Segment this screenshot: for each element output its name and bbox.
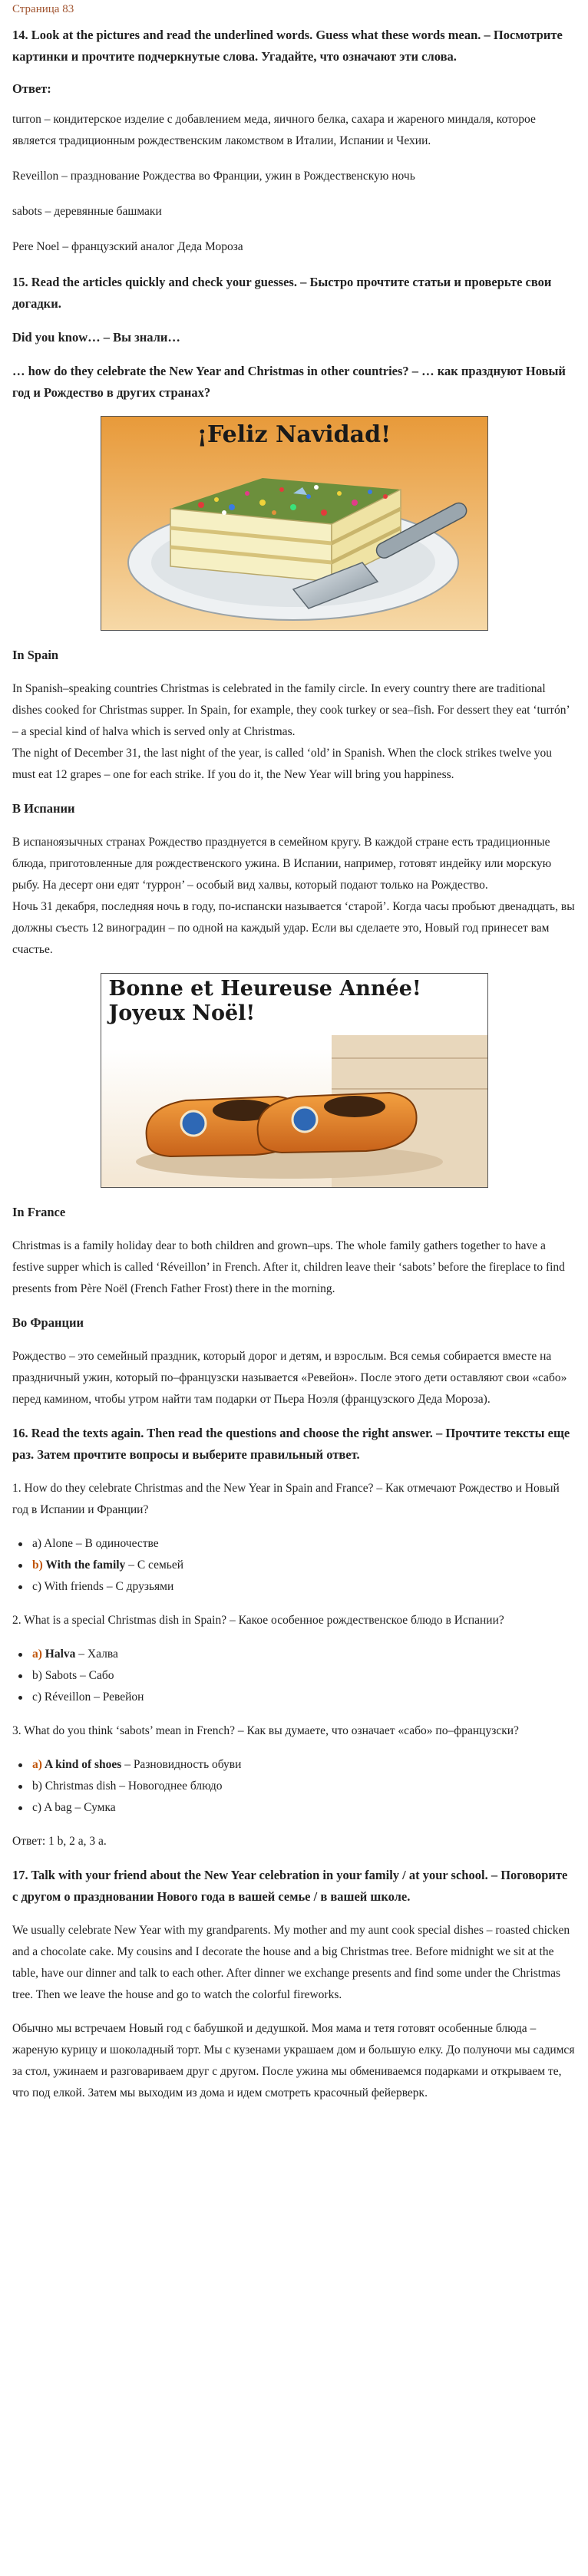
question-1: 1. How do they celebrate Christmas and the New Year in Spain and France? – Как отмечают Рождество и Новый год в Испании и Франции? (12, 1482, 560, 1516)
task-17-ru-text: Обычно мы встречаем Новый год с бабушкой и дедушкой. Моя мама и тетя готовят особенные блюда – жареную курицу и шоколадный торт. Мы с кузенами украшаем дом и большую елку. До полуночи мы садимся за стол, ужинаем и разговариваем друг с другом. После ужина мы обмениваемся подарками и открываем те, что под елкой. Затем мы выходим из дома и идем смотреть красочный фейерверк. (12, 2022, 575, 2099)
spain-heading: In Spain (12, 648, 59, 662)
option (32, 1665, 576, 1687)
option-letter: c) (32, 1801, 42, 1814)
option-translation: – В одиночестве (72, 1537, 159, 1550)
right-sabot-opening (324, 1096, 385, 1117)
option-translation: – Халва (75, 1648, 118, 1661)
image-france-wrapper (12, 973, 576, 1188)
spain-ru-text (12, 832, 576, 961)
option-correct (32, 1644, 576, 1665)
image-title-feliz-navidad: ¡Feliz Navidad! (197, 421, 391, 448)
page-link[interactable]: Страница 83 (12, 3, 74, 15)
task-17-heading: 17. Talk with your friend about the New Year celebration in your family / at your school. – Поговорите с другом о праздновании Нового года в вашей семье / в вашей школе. (12, 1868, 568, 1904)
option-translation: – С друзьями (103, 1580, 174, 1593)
option-translation: – Новогоднее блюдо (116, 1779, 223, 1793)
question-3: 3. What do you think ‘sabots’ mean in French? – Как вы думаете, что означает «сабо» по–французски? (12, 1724, 519, 1737)
option (32, 1797, 576, 1819)
task-15-question: … how do they celebrate the New Year and Christmas in other countries? – … как празднуют Новый год и Рождество в других странах? (12, 364, 566, 400)
option-correct (32, 1754, 576, 1776)
spain-ru-heading: В Испании (12, 801, 75, 816)
option-letter: c) (32, 1690, 42, 1704)
spain-ru-paragraph-2: Ночь 31 декабря, последняя ночь в году, по-испански называется ‘старой’. Когда часы пробьют двенадцать, вы должны съесть 12 виноградин – по одной на каждый удар. Если вы сделаете это, Новый год принесет вам счастье. (12, 900, 575, 956)
question-1-options (12, 1533, 576, 1598)
option-text: With friends (44, 1580, 104, 1593)
spain-en-text (12, 678, 576, 786)
france-ru-text: Рождество – это семейный праздник, который дорог и детям, и взрослым. Вся семья собирается вместе на праздничный ужин, который по–французски называется «Ревейон». После этого дети оставляют свои «сабо» перед камином, чтобы утром найти там подарки от Пьера Ноэля (французского Деда Мороза). (12, 1350, 567, 1406)
question-2: 2. What is a special Christmas dish in Spain? – Какое особенное рождественское блюдо в Испании? (12, 1614, 504, 1627)
option (32, 1533, 576, 1555)
task-17-en-text: We usually celebrate New Year with my grandparents. My mother and my aunt cook special dishes – roasted chicken and a chocolate cake. My cousins and I decorate the house and a big Christmas tree. Before midnight we sit at the table, have our dinner and talk to each other. After dinner we exchange presents and find some under the Christmas tree. Then we leave the house and go to watch the colorful fireworks. (12, 1924, 570, 2001)
option-translation: – С семьей (125, 1558, 184, 1572)
option (32, 1576, 576, 1598)
did-you-know: Did you know… – Вы знали… (12, 330, 180, 345)
gloss-reveillon: Reveillon – празднование Рождества во Франции, ужин в Рождественскую ночь (12, 170, 415, 183)
option-letter: a) (32, 1537, 42, 1550)
option-text: Alone (44, 1537, 73, 1550)
image-spain-wrapper (12, 416, 576, 631)
option-text: Sabots (45, 1669, 78, 1682)
option-letter: b) (32, 1669, 42, 1682)
option-text: Réveillon (44, 1690, 91, 1704)
option (32, 1776, 576, 1797)
spain-ru-paragraph-1: В испаноязычных странах Рождество празднуется в семейном кругу. В каждой стране есть традиционные блюда, приготовленные для рождественского ужина. В Испании, например, готовят индейку или морскую рыбу. На десерт они едят ‘туррон’ – особый вид халвы, который подают только на Рождество. (12, 836, 552, 892)
option-letter: b) (32, 1558, 43, 1572)
option-text: Halva (45, 1648, 76, 1661)
option-text: Christmas dish (45, 1779, 117, 1793)
option-translation: – Разновидность обуви (121, 1758, 242, 1771)
answer-label: Ответ: (12, 81, 51, 96)
option-translation: – Сабо (77, 1669, 114, 1682)
question-3-options (12, 1754, 576, 1819)
option-letter: c) (32, 1580, 42, 1593)
task-16-answer: Ответ: 1 b, 2 a, 3 a. (12, 1835, 107, 1848)
left-sabot-ornament (181, 1111, 206, 1136)
gloss-turron: turron – кондитерское изделие с добавлением меда, яичного белка, сахара и жареного миндаля, которое является традиционным рождественским лакомством в Италии, Испании и Чехии. (12, 113, 536, 147)
gloss-pere-noel: Pere Noel – французский аналог Деда Мороза (12, 240, 243, 253)
image-title-bonne-annee: Bonne et Heureuse Année! (108, 977, 421, 1001)
question-2-options (12, 1644, 576, 1708)
france-ru-heading: Во Франции (12, 1315, 84, 1330)
right-sabot-ornament (292, 1107, 317, 1132)
spain-en-paragraph-2: The night of December 31, the last night of the year, is called ‘old’ in Spanish. When the clock strikes twelve you must eat 12 grapes – one for each strike. If you do it, the New Year will bring you happiness. (12, 747, 553, 781)
option (32, 1687, 576, 1708)
task-16-heading: 16. Read the texts again. Then read the questions and choose the right answer. – Прочтите тексты еще раз. Затем прочтите вопросы и выберите правильный ответ. (12, 1426, 570, 1462)
option-translation: – Ревейон (91, 1690, 144, 1704)
image-france-sabots (101, 973, 488, 1188)
option-translation: – Сумка (71, 1801, 116, 1814)
option-letter: b) (32, 1779, 42, 1793)
spain-en-paragraph-1: In Spanish–speaking countries Christmas is celebrated in the family circle. In every country there are traditional dishes cooked for Christmas supper. In Spain, for example, they cook turkey or sea–fish. For dessert they eat ‘turrón’ – a special kind of halva which is served only at Christmas. (12, 682, 570, 738)
france-heading: In France (12, 1205, 66, 1219)
task-15-heading: 15. Read the articles quickly and check your guesses. – Быстро прочтите статьи и проверьте свои догадки. (12, 275, 552, 311)
option-letter: a) (32, 1758, 42, 1771)
image-title-joyeux-noel: Joyeux Noël! (108, 1001, 256, 1025)
option-correct (32, 1555, 576, 1576)
france-en-text: Christmas is a family holiday dear to both children and grown–ups. The whole family gathers together to have a festive supper which is called ‘Réveillon’ in French. After it, children leave their ‘sabots’ before the fireplace to find presents from Père Noël (French Father Frost) there in the morning. (12, 1239, 565, 1295)
option-text: A kind of shoes (44, 1758, 122, 1771)
option-text: With the family (45, 1558, 126, 1572)
image-spain-turron (101, 416, 488, 631)
option-letter: a) (32, 1648, 42, 1661)
task-14-heading: 14. Look at the pictures and read the underlined words. Guess what these words mean. – Посмотрите картинки и прочтите подчеркнутые слова. Угадайте, что означают эти слова. (12, 28, 563, 64)
gloss-sabots: sabots – деревянные башмаки (12, 205, 162, 218)
option-text: A bag (44, 1801, 72, 1814)
